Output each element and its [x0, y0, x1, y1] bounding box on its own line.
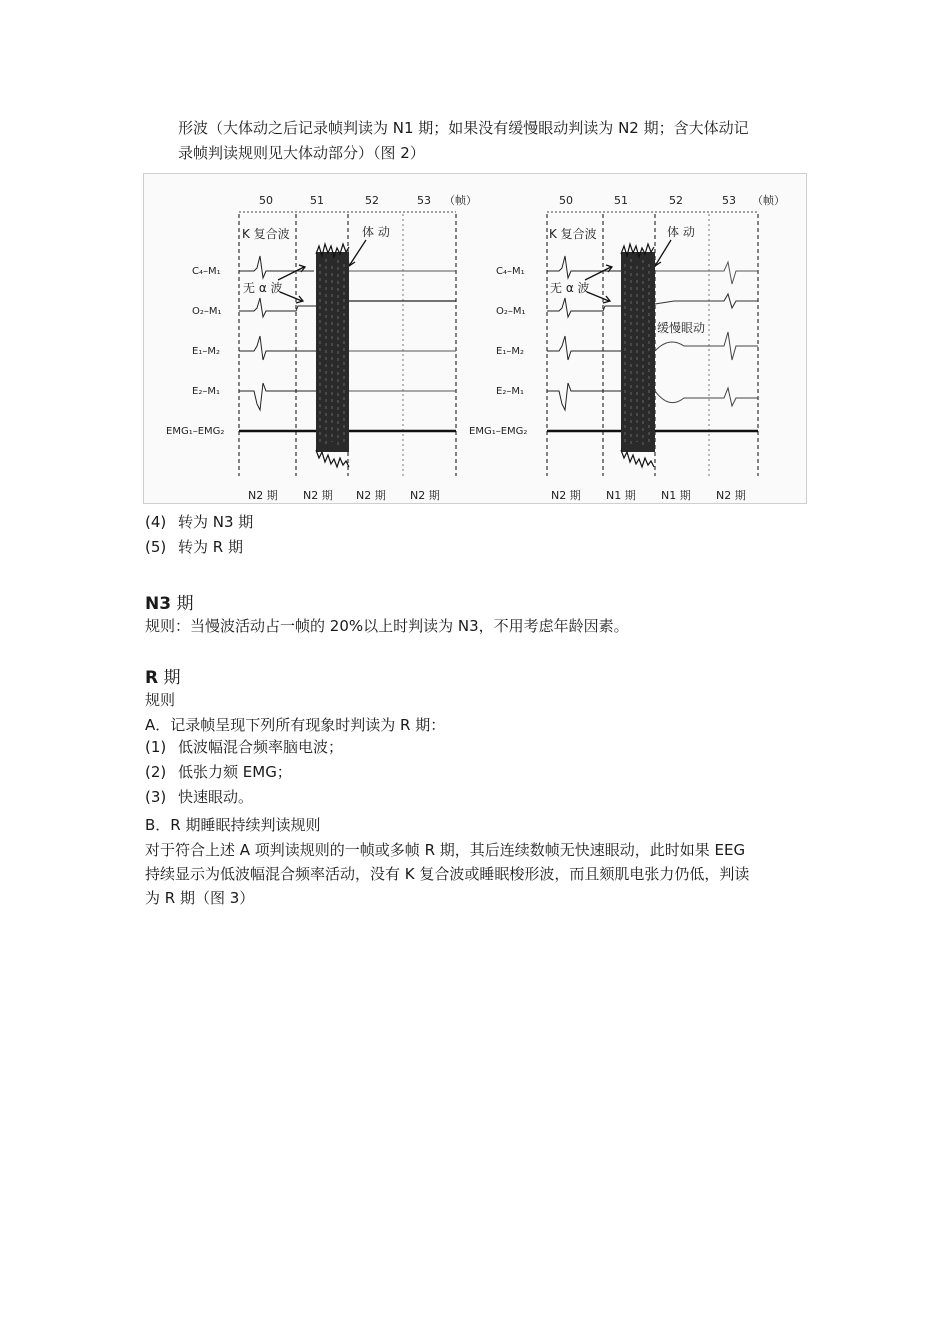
eeg-figure-svg: [144, 174, 808, 505]
frame-number: 52: [669, 194, 683, 207]
frame-number: 50: [259, 194, 273, 207]
channel-label: O₂–M₁: [496, 306, 526, 317]
stage-label: N1 期: [661, 489, 691, 502]
n3-rule: 规则：当慢波活动占一帧的 20%以上时判读为 N3，不用考虑年龄因素。: [145, 617, 629, 635]
list-text: 快速眼动。: [178, 788, 254, 806]
list-text: 低张力颏 EMG；: [178, 763, 292, 781]
r-a-title: A．记录帧呈现下列所有现象时判读为 R 期：: [145, 716, 446, 734]
stage-label: N1 期: [606, 489, 636, 502]
list-number: (3): [145, 788, 167, 806]
list-item: [145, 510, 253, 535]
r-heading-rest: 期: [158, 668, 181, 688]
n3-heading-bold: N3: [145, 594, 172, 614]
frame-unit-label: （帧）: [752, 194, 785, 207]
channel-label: O₂–M₁: [192, 306, 222, 317]
no-alpha-label: 无 α 波: [550, 281, 590, 295]
figure-2: [143, 173, 807, 504]
stage-label: N2 期: [303, 489, 333, 502]
stage-label: N2 期: [356, 489, 386, 502]
left-panel: [166, 193, 477, 502]
frame-number: 52: [365, 194, 379, 207]
list-text: 低波幅混合频率脑电波；: [178, 738, 344, 756]
r-b-title: B．R 期睡眠持续判读规则: [145, 816, 321, 834]
channel-label: E₁–M₂: [496, 346, 524, 357]
list-item: [145, 535, 243, 560]
list-item: [145, 785, 253, 810]
body-movement-label: 体 动: [362, 225, 390, 239]
list-number: (5): [145, 538, 167, 556]
channel-label: EMG₁–EMG₂: [469, 426, 528, 437]
no-alpha-label: 无 α 波: [243, 281, 283, 295]
r-b-line-1: 对于符合上述 A 项判读规则的一帧或多帧 R 期，其后连续数帧无快速眼动，此时如果 EEG: [145, 841, 746, 859]
channel-label: EMG₁–EMG₂: [166, 426, 225, 437]
frame-unit-label: （帧）: [444, 194, 477, 207]
channel-label: C₄–M₁: [192, 266, 221, 277]
list-number: (1): [145, 738, 167, 756]
n3-heading: [145, 589, 193, 614]
r-heading-bold: R: [145, 668, 159, 688]
frame-number: 53: [417, 194, 431, 207]
movement-artifact: [621, 244, 655, 467]
channel-label: E₂–M₁: [496, 386, 524, 397]
intro-line-1: 形波（大体动之后记录帧判读为 N1 期；如果没有缓慢眼动判读为 N2 期；含大体动记: [178, 119, 749, 137]
list-number: (2): [145, 763, 167, 781]
r-rule-label: 规则: [145, 691, 176, 709]
n3-heading-rest: 期: [171, 594, 194, 614]
stage-label: N2 期: [716, 489, 746, 502]
list-item: [145, 760, 292, 785]
frame-number: 51: [614, 194, 628, 207]
channel-label: C₄–M₁: [496, 266, 525, 277]
k-complex-label: K 复合波: [242, 227, 290, 241]
stage-label: N2 期: [410, 489, 440, 502]
list-text: 转为 R 期: [178, 538, 243, 556]
movement-artifact: [316, 244, 349, 467]
k-complex-label: K 复合波: [549, 227, 597, 241]
list-item: [145, 735, 343, 760]
frame-number: 51: [310, 194, 324, 207]
intro-line-2: 录帧判读规则见大体动部分）（图 2）: [178, 144, 425, 162]
channel-label: E₂–M₁: [192, 386, 220, 397]
frame-number: 53: [722, 194, 736, 207]
right-panel: [469, 193, 785, 502]
r-b-line-3: 为 R 期（图 3）: [145, 889, 255, 907]
r-b-line-2: 持续显示为低波幅混合频率活动，没有 K 复合波或睡眠梭形波，而且颏肌电张力仍低，判读: [145, 865, 750, 883]
body-movement-label: 体 动: [667, 225, 695, 239]
stage-label: N2 期: [248, 489, 278, 502]
stage-label: N2 期: [551, 489, 581, 502]
list-number: (4): [145, 513, 167, 531]
list-text: 转为 N3 期: [178, 513, 254, 531]
channel-label: E₁–M₂: [192, 346, 220, 357]
frame-number: 50: [559, 194, 573, 207]
r-heading: [145, 663, 181, 688]
slow-eye-movement-label: 缓慢眼动: [657, 321, 706, 335]
